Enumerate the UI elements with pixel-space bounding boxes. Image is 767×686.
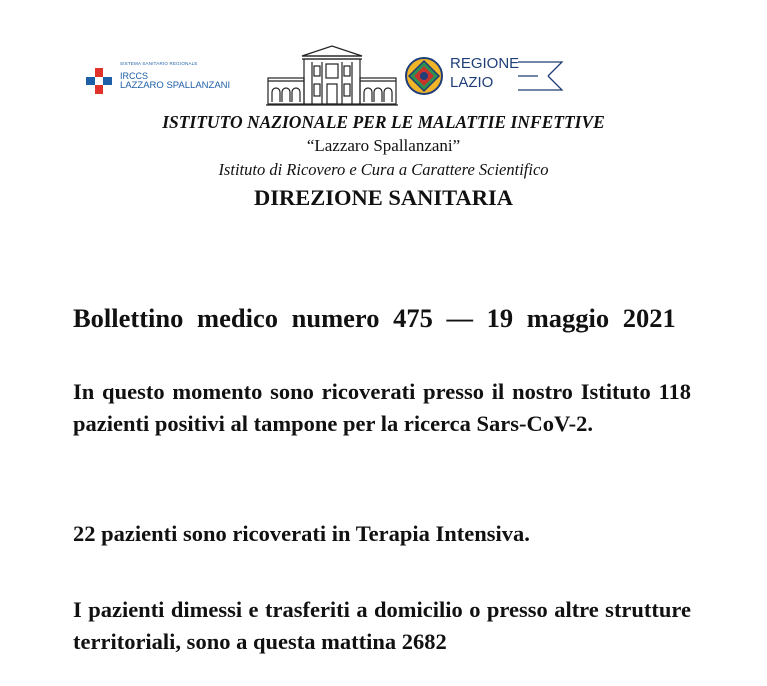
regione-arrows-icon xyxy=(518,56,564,96)
bulletin-paragraph-discharged: I pazienti dimessi e trasferiti a domicilio o presso altre strutture territoriali, sono a questa mattina 2682 xyxy=(73,597,691,654)
regione-lazio-logo xyxy=(404,54,564,98)
regione-lazio-wordmark xyxy=(450,54,519,92)
spallanzani-irccs: IRCCS xyxy=(120,71,149,81)
bulletin-title: Bollettino medico numero 475 — 19 maggio 2021 xyxy=(73,303,676,333)
logo-bar xyxy=(0,40,767,110)
institute-title: ISTITUTO NAZIONALE PER LE MALATTIE INFETTIVE xyxy=(162,112,605,132)
spallanzani-logo xyxy=(86,60,256,100)
regione-line2: LAZIO xyxy=(450,74,494,91)
spallanzani-caption: SISTEMA SANITARIO REGIONALE xyxy=(120,61,198,66)
department-title: DIREZIONE SANITARIA xyxy=(253,185,513,210)
regione-emblem-icon xyxy=(404,56,444,96)
bulletin-paragraph-intensive-care: 22 pazienti sono ricoverati in Terapia Intensiva. xyxy=(73,521,530,546)
institute-subtitle: Istituto di Ricovero e Cura a Carattere Scientifico xyxy=(218,160,549,179)
spallanzani-name: LAZZARO SPALLANZANI xyxy=(120,80,231,91)
regione-line1: REGIONE xyxy=(450,55,520,72)
institute-name: “Lazzaro Spallanzani” xyxy=(306,136,461,155)
medical-cross-icon xyxy=(86,68,112,94)
institute-building-icon xyxy=(266,44,398,106)
bulletin-paragraph-hospitalized: In questo momento sono ricoverati presso il nostro Istituto 118 pazienti positivi al tampone per la ricerca Sars-CoV-2. xyxy=(73,379,691,436)
